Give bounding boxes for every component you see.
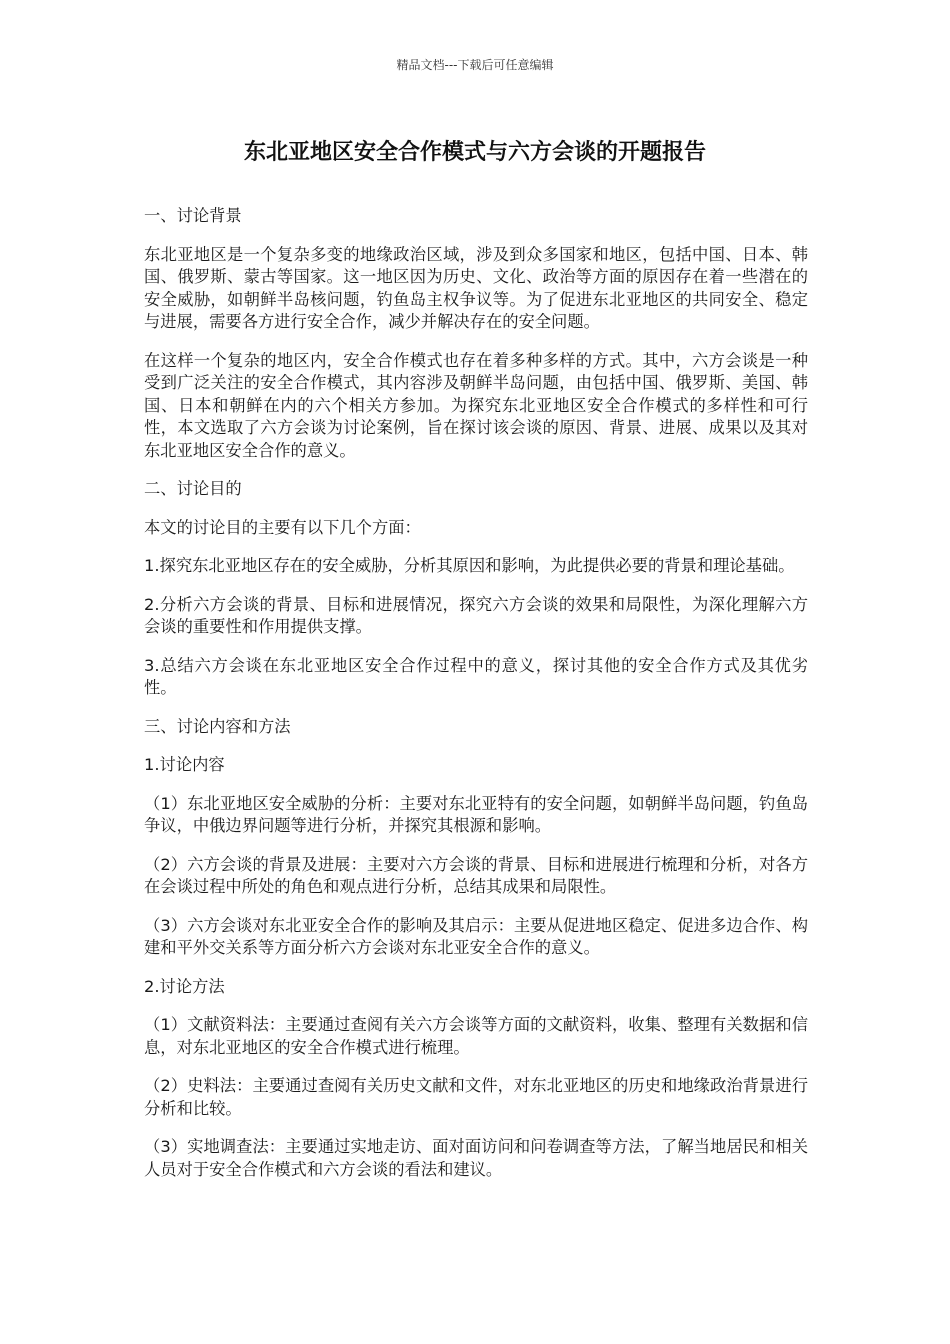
paragraph-background-2: 在这样一个复杂的地区内，安全合作模式也存在着多种多样的方式。其中，六方会谈是一种受到广泛关注的安全合作模式，其内容涉及朝鲜半岛问题，由包括中国、俄罗斯、美国、韩国、日本和朝鲜在内的六个相关方参加。为探究东北亚地区安全合作模式的多样性和可行性，本文选取了六方会谈为讨论案例，旨在探讨该会谈的原因、背景、进展、成果以及其对东北亚地区安全合作的意义。 <box>144 350 808 460</box>
paragraph-method-3: （3）实地调查法：主要通过实地走访、面对面访问和问卷调查等方法，了解当地居民和相关人员对于安全合作模式和六方会谈的看法和建议。 <box>144 1137 808 1179</box>
paragraph-purpose-intro: 本文的讨论目的主要有以下几个方面： <box>144 517 421 537</box>
paragraph-content-3: （3）六方会谈对东北亚安全合作的影响及其启示：主要从促进地区稳定、促进多边合作、构建和平外交关系等方面分析六方会谈对东北亚安全合作的意义。 <box>144 915 808 957</box>
subheading-content: 1.讨论内容 <box>144 755 225 774</box>
paragraph-method-2: （2）史料法：主要通过查阅有关历史文献和文件，对东北亚地区的历史和地缘政治背景进行分析和比较。 <box>144 1076 808 1118</box>
section-heading-purpose: 二、讨论目的 <box>144 479 242 498</box>
document-title: 东北亚地区安全合作模式与六方会谈的开题报告 <box>243 140 706 165</box>
paragraph-content-1: （1）东北亚地区安全威胁的分析：主要对东北亚特有的安全问题，如朝鲜半岛问题，钓鱼岛争议，中俄边界问题等进行分析，并探究其根源和影响。 <box>144 793 808 835</box>
paragraph-purpose-2: 2.分析六方会谈的背景、目标和进展情况，探究六方会谈的效果和局限性，为深化理解六方会谈的重要性和作用提供支撑。 <box>144 594 808 636</box>
paragraph-content-2: （2）六方会谈的背景及进展：主要对六方会谈的背景、目标和进展进行梳理和分析，对各方在会谈过程中所处的角色和观点进行分析，总结其成果和局限性。 <box>144 854 808 896</box>
section-heading-background: 一、讨论背景 <box>144 206 242 225</box>
page-header-note: 精品文档---下载后可任意编辑 <box>396 58 554 72</box>
document-body <box>144 205 808 1197</box>
paragraph-method-1: （1）文献资料法：主要通过查阅有关六方会谈等方面的文献资料，收集、整理有关数据和信息，对东北亚地区的安全合作模式进行梳理。 <box>144 1015 808 1057</box>
subheading-methods: 2.讨论方法 <box>144 976 225 996</box>
section-heading-content-methods: 三、讨论内容和方法 <box>144 716 291 736</box>
paragraph-background-1: 东北亚地区是一个复杂多变的地缘政治区域，涉及到众多国家和地区，包括中国、日本、韩国、俄罗斯、蒙古等国家。这一地区因为历史、文化、政治等方面的原因存在着一些潜在的安全威胁，如朝鲜半岛核问题，钓鱼岛主权争议等。为了促进东北亚地区的共同安全、稳定与进展，需要各方进行安全合作，减少并解决存在的安全问题。 <box>144 244 808 331</box>
paragraph-purpose-1: 1.探究东北亚地区存在的安全威胁，分析其原因和影响，为此提供必要的背景和理论基础。 <box>144 556 795 575</box>
paragraph-purpose-3: 3.总结六方会谈在东北亚地区安全合作过程中的意义，探讨其他的安全合作方式及其优劣性。 <box>144 655 808 697</box>
